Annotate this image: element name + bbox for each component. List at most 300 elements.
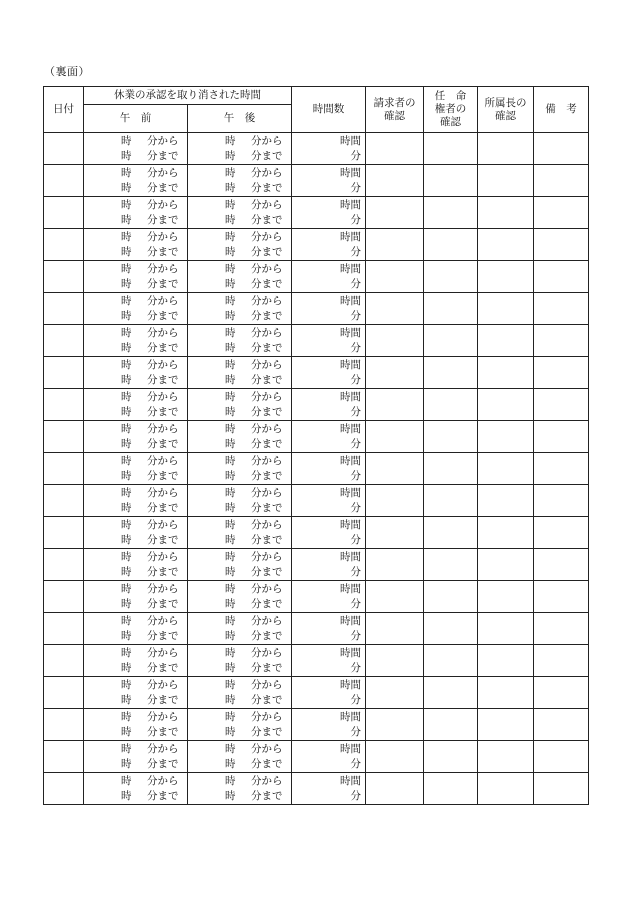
appointer-confirm-cell[interactable] [424, 485, 478, 517]
dept-head-confirm-cell[interactable] [478, 741, 534, 773]
from-label: 分から [147, 774, 179, 787]
pm-time-cell[interactable] [188, 133, 292, 165]
hours-label: 時間 [340, 134, 361, 147]
dept-head-confirm-cell[interactable] [478, 581, 534, 613]
until-label: 分まで [251, 789, 283, 802]
remarks-cell[interactable] [534, 165, 589, 197]
hour-label: 時 [121, 166, 132, 179]
pm-time-cell[interactable] [188, 517, 292, 549]
remarks-cell[interactable] [534, 261, 589, 293]
am-time-cell[interactable] [84, 421, 188, 453]
hour-label: 時 [225, 149, 236, 162]
table-row [44, 581, 589, 613]
table-row [44, 517, 589, 549]
appointer-confirm-cell[interactable] [424, 389, 478, 421]
date-cell[interactable] [44, 517, 84, 549]
minutes-label: 分 [350, 245, 361, 258]
until-label: 分まで [251, 405, 283, 418]
am-time-until [84, 149, 187, 164]
pm-time-cell[interactable] [188, 197, 292, 229]
pm-time-until [188, 309, 291, 324]
until-label: 分まで [147, 277, 179, 290]
requester-confirm-cell[interactable] [366, 453, 424, 485]
hour-label: 時 [121, 262, 132, 275]
until-label: 分まで [147, 597, 179, 610]
until-label: 分まで [147, 501, 179, 514]
until-label: 分まで [147, 213, 179, 226]
pm-time-cell[interactable] [188, 709, 292, 741]
pm-time-cell[interactable] [188, 677, 292, 709]
am-time-cell[interactable] [84, 613, 188, 645]
until-label: 分まで [251, 629, 283, 642]
hour-label: 時 [225, 437, 236, 450]
remarks-cell[interactable] [534, 453, 589, 485]
dept-head-confirm-cell[interactable] [478, 133, 534, 165]
header-hours: 時間数 [292, 87, 366, 133]
hour-label: 時 [121, 646, 132, 659]
from-label: 分から [251, 614, 283, 627]
remarks-cell[interactable] [534, 197, 589, 229]
dept-head-confirm-cell[interactable] [478, 709, 534, 741]
from-label: 分から [251, 198, 283, 211]
hour-label: 時 [225, 646, 236, 659]
am-time-cell[interactable] [84, 741, 188, 773]
remarks-cell[interactable] [534, 773, 589, 805]
pm-time-cell[interactable] [188, 357, 292, 389]
minutes-label: 分 [350, 277, 361, 290]
date-cell[interactable] [44, 645, 84, 677]
appointer-confirm-cell[interactable] [424, 357, 478, 389]
pm-time-from [188, 422, 291, 437]
am-time-until [84, 565, 187, 580]
date-cell[interactable] [44, 709, 84, 741]
am-time-from [84, 550, 187, 565]
remarks-cell[interactable] [534, 517, 589, 549]
hour-label: 時 [121, 134, 132, 147]
hour-label: 時 [225, 326, 236, 339]
hour-label: 時 [121, 437, 132, 450]
remarks-cell[interactable] [534, 421, 589, 453]
from-label: 分から [147, 294, 179, 307]
hour-label: 時 [225, 550, 236, 563]
appointer-confirm-cell[interactable] [424, 293, 478, 325]
appointer-confirm-cell[interactable] [424, 421, 478, 453]
date-cell[interactable] [44, 325, 84, 357]
pm-time-cell[interactable] [188, 453, 292, 485]
am-time-cell[interactable] [84, 229, 188, 261]
date-cell[interactable] [44, 197, 84, 229]
requester-confirm-cell[interactable] [366, 677, 424, 709]
pm-time-cell[interactable] [188, 773, 292, 805]
appointer-confirm-cell[interactable] [424, 165, 478, 197]
hours-cell[interactable] [292, 229, 366, 261]
from-label: 分から [251, 486, 283, 499]
hour-label: 時 [225, 486, 236, 499]
appointer-confirm-cell[interactable] [424, 581, 478, 613]
requester-confirm-cell[interactable] [366, 261, 424, 293]
header-appointer-line3: 確認 [440, 116, 461, 128]
date-cell[interactable] [44, 229, 84, 261]
hours-cell[interactable] [292, 293, 366, 325]
requester-confirm-cell[interactable] [366, 549, 424, 581]
am-time-from [84, 390, 187, 405]
am-time-cell[interactable] [84, 709, 188, 741]
remarks-cell[interactable] [534, 645, 589, 677]
appointer-confirm-cell[interactable] [424, 549, 478, 581]
hours-label: 時間 [340, 614, 361, 627]
hour-label: 時 [225, 309, 236, 322]
remarks-cell[interactable] [534, 677, 589, 709]
until-label: 分まで [251, 725, 283, 738]
am-time-cell[interactable] [84, 677, 188, 709]
dept-head-confirm-cell[interactable] [478, 677, 534, 709]
dept-head-confirm-cell[interactable] [478, 389, 534, 421]
pm-time-from [188, 262, 291, 277]
minutes-label: 分 [350, 149, 361, 162]
remarks-cell[interactable] [534, 709, 589, 741]
remarks-cell[interactable] [534, 581, 589, 613]
remarks-cell[interactable] [534, 389, 589, 421]
hours-cell[interactable] [292, 517, 366, 549]
hours-cell[interactable] [292, 389, 366, 421]
am-time-from [84, 486, 187, 501]
appointer-confirm-cell[interactable] [424, 613, 478, 645]
table-row [44, 421, 589, 453]
hour-label: 時 [225, 469, 236, 482]
am-time-from [84, 518, 187, 533]
hours-label: 時間 [340, 294, 361, 307]
appointer-confirm-cell[interactable] [424, 197, 478, 229]
appointer-confirm-cell[interactable] [424, 677, 478, 709]
header-appointer-line1: 任 命 [434, 90, 467, 102]
hours-label: 時間 [340, 166, 361, 179]
hour-label: 時 [121, 661, 132, 674]
remarks-cell[interactable] [534, 293, 589, 325]
date-cell[interactable] [44, 421, 84, 453]
am-time-from [84, 646, 187, 661]
hours-label: 時間 [340, 582, 361, 595]
hour-label: 時 [121, 277, 132, 290]
am-time-until [84, 469, 187, 484]
pm-time-cell[interactable] [188, 261, 292, 293]
hours-cell[interactable] [292, 773, 366, 805]
requester-confirm-cell[interactable] [366, 421, 424, 453]
hours-cell[interactable] [292, 165, 366, 197]
hour-label: 時 [225, 661, 236, 674]
minutes-label: 分 [350, 213, 361, 226]
appointer-confirm-cell[interactable] [424, 453, 478, 485]
hour-label: 時 [121, 533, 132, 546]
dept-head-confirm-cell[interactable] [478, 421, 534, 453]
requester-confirm-cell[interactable] [366, 613, 424, 645]
hours-cell[interactable] [292, 709, 366, 741]
remarks-cell[interactable] [534, 357, 589, 389]
appointer-confirm-cell[interactable] [424, 133, 478, 165]
until-label: 分まで [147, 661, 179, 674]
appointer-confirm-cell[interactable] [424, 709, 478, 741]
dept-head-confirm-cell[interactable] [478, 357, 534, 389]
am-time-cell[interactable] [84, 325, 188, 357]
hours-cell[interactable] [292, 421, 366, 453]
hour-label: 時 [121, 757, 132, 770]
minutes-label: 分 [350, 629, 361, 642]
pm-time-cell[interactable] [188, 325, 292, 357]
record-rows [44, 133, 589, 805]
hour-label: 時 [121, 629, 132, 642]
date-cell[interactable] [44, 261, 84, 293]
am-time-cell[interactable] [84, 293, 188, 325]
until-label: 分まで [147, 245, 179, 258]
pm-time-cell[interactable] [188, 229, 292, 261]
dept-head-confirm-cell[interactable] [478, 165, 534, 197]
remarks-cell[interactable] [534, 133, 589, 165]
until-label: 分まで [251, 149, 283, 162]
hours-cell[interactable] [292, 197, 366, 229]
pm-time-cell[interactable] [188, 549, 292, 581]
hour-label: 時 [121, 373, 132, 386]
from-label: 分から [251, 774, 283, 787]
remarks-cell[interactable] [534, 485, 589, 517]
dept-head-confirm-cell[interactable] [478, 325, 534, 357]
hours-label: 時間 [340, 422, 361, 435]
am-time-cell[interactable] [84, 197, 188, 229]
appointer-confirm-cell[interactable] [424, 645, 478, 677]
am-time-from [84, 582, 187, 597]
requester-confirm-cell[interactable] [366, 581, 424, 613]
pm-time-until [188, 597, 291, 612]
hours-cell[interactable] [292, 549, 366, 581]
until-label: 分まで [147, 469, 179, 482]
from-label: 分から [251, 582, 283, 595]
hours-cell[interactable] [292, 613, 366, 645]
am-time-cell[interactable] [84, 549, 188, 581]
dept-head-confirm-cell[interactable] [478, 197, 534, 229]
requester-confirm-cell[interactable] [366, 773, 424, 805]
appointer-confirm-cell[interactable] [424, 229, 478, 261]
am-time-cell[interactable] [84, 645, 188, 677]
am-time-cell[interactable] [84, 773, 188, 805]
date-cell[interactable] [44, 549, 84, 581]
date-cell[interactable] [44, 773, 84, 805]
requester-confirm-cell[interactable] [366, 197, 424, 229]
am-time-until [84, 501, 187, 516]
table-row [44, 133, 589, 165]
am-time-from [84, 454, 187, 469]
pm-time-cell[interactable] [188, 613, 292, 645]
hours-label: 時間 [340, 454, 361, 467]
am-time-until [84, 245, 187, 260]
minutes-label: 分 [350, 469, 361, 482]
until-label: 分まで [147, 533, 179, 546]
hour-label: 時 [121, 469, 132, 482]
requester-confirm-cell[interactable] [366, 357, 424, 389]
appointer-confirm-cell[interactable] [424, 741, 478, 773]
am-time-until [84, 533, 187, 548]
hours-cell[interactable] [292, 133, 366, 165]
dept-head-confirm-cell[interactable] [478, 645, 534, 677]
hour-label: 時 [225, 597, 236, 610]
am-time-cell[interactable] [84, 357, 188, 389]
hours-cell[interactable] [292, 741, 366, 773]
hours-label: 時間 [340, 742, 361, 755]
until-label: 分まで [147, 693, 179, 706]
hour-label: 時 [225, 245, 236, 258]
hour-label: 時 [225, 405, 236, 418]
am-time-from [84, 422, 187, 437]
am-time-cell[interactable] [84, 453, 188, 485]
dept-head-confirm-cell[interactable] [478, 613, 534, 645]
appointer-confirm-cell[interactable] [424, 517, 478, 549]
minutes-label: 分 [350, 341, 361, 354]
pm-time-from [188, 646, 291, 661]
hour-label: 時 [225, 454, 236, 467]
hour-label: 時 [121, 789, 132, 802]
hours-label: 時間 [340, 358, 361, 371]
dept-head-confirm-cell[interactable] [478, 773, 534, 805]
date-cell[interactable] [44, 165, 84, 197]
until-label: 分まで [251, 181, 283, 194]
until-label: 分まで [251, 341, 283, 354]
hours-label: 時間 [340, 678, 361, 691]
requester-confirm-cell[interactable] [366, 293, 424, 325]
header-am: 午 前 [84, 105, 188, 133]
hours-cell[interactable] [292, 645, 366, 677]
appointer-confirm-cell[interactable] [424, 261, 478, 293]
am-time-until [84, 309, 187, 324]
pm-time-cell[interactable] [188, 645, 292, 677]
dept-head-confirm-cell[interactable] [478, 293, 534, 325]
date-cell[interactable] [44, 741, 84, 773]
hour-label: 時 [225, 501, 236, 514]
hour-label: 時 [121, 582, 132, 595]
pm-time-until [188, 181, 291, 196]
date-cell[interactable] [44, 389, 84, 421]
pm-time-from [188, 742, 291, 757]
minutes-label: 分 [350, 757, 361, 770]
requester-confirm-cell[interactable] [366, 709, 424, 741]
pm-time-cell[interactable] [188, 165, 292, 197]
remarks-cell[interactable] [534, 613, 589, 645]
dept-head-confirm-cell[interactable] [478, 229, 534, 261]
pm-time-from [188, 518, 291, 533]
appointer-confirm-cell[interactable] [424, 325, 478, 357]
hour-label: 時 [121, 501, 132, 514]
table-row [44, 165, 589, 197]
table-row [44, 453, 589, 485]
until-label: 分まで [147, 629, 179, 642]
table-row [44, 229, 589, 261]
pm-time-from [188, 134, 291, 149]
hours-cell[interactable] [292, 677, 366, 709]
hour-label: 時 [121, 230, 132, 243]
from-label: 分から [251, 326, 283, 339]
pm-time-until [188, 245, 291, 260]
until-label: 分まで [251, 373, 283, 386]
am-time-from [84, 262, 187, 277]
hour-label: 時 [121, 550, 132, 563]
pm-time-cell[interactable] [188, 293, 292, 325]
hours-cell[interactable] [292, 485, 366, 517]
am-time-cell[interactable] [84, 581, 188, 613]
date-cell[interactable] [44, 677, 84, 709]
am-time-until [84, 597, 187, 612]
date-cell[interactable] [44, 133, 84, 165]
dept-head-confirm-cell[interactable] [478, 453, 534, 485]
requester-confirm-cell[interactable] [366, 389, 424, 421]
pm-time-from [188, 294, 291, 309]
from-label: 分から [147, 326, 179, 339]
hours-cell[interactable] [292, 581, 366, 613]
hours-cell[interactable] [292, 261, 366, 293]
requester-confirm-cell[interactable] [366, 517, 424, 549]
date-cell[interactable] [44, 485, 84, 517]
date-cell[interactable] [44, 293, 84, 325]
pm-time-cell[interactable] [188, 581, 292, 613]
requester-confirm-cell[interactable] [366, 133, 424, 165]
requester-confirm-cell[interactable] [366, 325, 424, 357]
am-time-cell[interactable] [84, 165, 188, 197]
pm-time-cell[interactable] [188, 421, 292, 453]
hours-cell[interactable] [292, 453, 366, 485]
until-label: 分まで [251, 597, 283, 610]
hours-cell[interactable] [292, 357, 366, 389]
dept-head-confirm-cell[interactable] [478, 549, 534, 581]
appointer-confirm-cell[interactable] [424, 773, 478, 805]
requester-confirm-cell[interactable] [366, 645, 424, 677]
hour-label: 時 [225, 774, 236, 787]
hours-cell[interactable] [292, 325, 366, 357]
pm-time-cell[interactable] [188, 741, 292, 773]
pm-time-cell[interactable] [188, 389, 292, 421]
am-time-cell[interactable] [84, 261, 188, 293]
date-cell[interactable] [44, 357, 84, 389]
requester-confirm-cell[interactable] [366, 485, 424, 517]
hour-label: 時 [225, 166, 236, 179]
am-time-cell[interactable] [84, 133, 188, 165]
hour-label: 時 [121, 341, 132, 354]
from-label: 分から [147, 134, 179, 147]
dept-head-confirm-cell[interactable] [478, 485, 534, 517]
from-label: 分から [147, 166, 179, 179]
minutes-label: 分 [350, 309, 361, 322]
minutes-label: 分 [350, 501, 361, 514]
requester-confirm-cell[interactable] [366, 229, 424, 261]
until-label: 分まで [147, 341, 179, 354]
am-time-cell[interactable] [84, 485, 188, 517]
remarks-cell[interactable] [534, 325, 589, 357]
minutes-label: 分 [350, 661, 361, 674]
remarks-cell[interactable] [534, 549, 589, 581]
am-time-cell[interactable] [84, 517, 188, 549]
date-cell[interactable] [44, 613, 84, 645]
pm-time-cell[interactable] [188, 485, 292, 517]
table-row [44, 357, 589, 389]
hour-label: 時 [225, 213, 236, 226]
am-time-cell[interactable] [84, 389, 188, 421]
date-cell[interactable] [44, 581, 84, 613]
dept-head-confirm-cell[interactable] [478, 261, 534, 293]
requester-confirm-cell[interactable] [366, 741, 424, 773]
remarks-cell[interactable] [534, 741, 589, 773]
date-cell[interactable] [44, 453, 84, 485]
remarks-cell[interactable] [534, 229, 589, 261]
from-label: 分から [147, 454, 179, 467]
dept-head-confirm-cell[interactable] [478, 517, 534, 549]
requester-confirm-cell[interactable] [366, 165, 424, 197]
hours-label: 時間 [340, 774, 361, 787]
hour-label: 時 [225, 789, 236, 802]
until-label: 分まで [147, 149, 179, 162]
